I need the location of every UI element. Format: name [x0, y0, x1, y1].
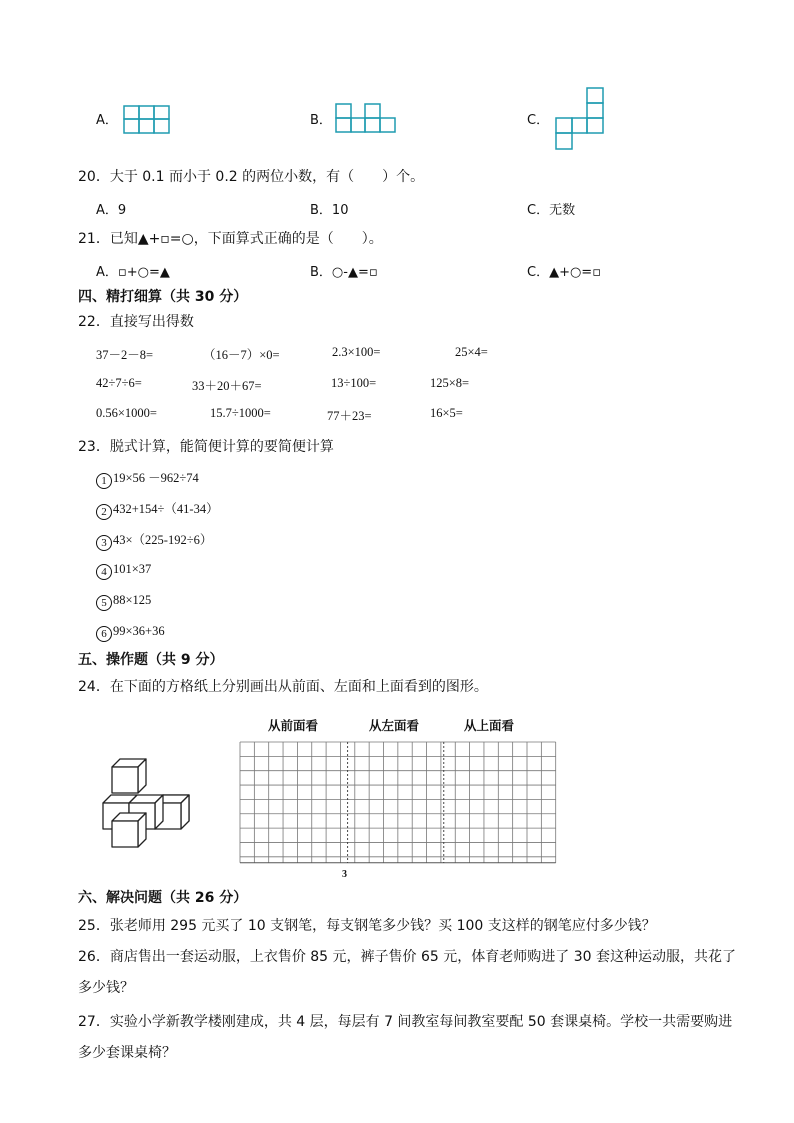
grid-label-top: 从上面看	[464, 718, 515, 733]
section-5-title: 五、操作题（共 9 分）	[78, 652, 224, 668]
q22-stem: 22．直接写出得数	[78, 314, 194, 330]
step-expression: 101×37	[113, 562, 152, 576]
q21-option-b: B．○-▲=▫	[310, 265, 378, 280]
step-number: 6	[96, 626, 112, 642]
calc-item: 16×5=	[430, 406, 463, 420]
calc-item: 125×8=	[430, 376, 470, 390]
step-number: 3	[96, 535, 112, 551]
calc-item: 13÷100=	[331, 376, 377, 390]
q20-stem: 20．大于 0.1 而小于 0.2 的两位小数，有（ ）个。	[78, 169, 425, 185]
calc-item: 25×4=	[455, 345, 488, 359]
q20-option-b: B．10	[310, 203, 349, 218]
step-item	[96, 530, 212, 551]
step-item	[96, 624, 165, 642]
step-number: 1	[96, 473, 112, 489]
step-expression: 99×36+36	[113, 624, 165, 638]
q25-text: 25．张老师用 295 元买了 10 支钢笔，每支钢笔多少钱？买 100 支这样的钢笔应付多少钱？	[78, 918, 656, 934]
q26-line-2: 多少钱？	[78, 980, 134, 996]
q27-line-1: 27．实验小学新教学楼刚建成，共 4 层，每层有 7 间教室每间教室要配 50 套课桌椅。学校一共需要购进	[78, 1014, 733, 1030]
q21-option-c: C．▲+○=▫	[527, 265, 602, 280]
q19-option-a-figure	[123, 105, 171, 135]
step-number: 5	[96, 595, 112, 611]
calc-item: 42÷7÷6=	[96, 376, 142, 390]
section-6-title: 六、解决问题（共 26 分）	[78, 890, 248, 906]
calc-item: 33＋20＋67=	[192, 379, 262, 393]
page-marker: 3	[342, 869, 347, 880]
q19-option-a-label: A．	[96, 113, 118, 128]
q19-option-b-figure	[335, 103, 397, 134]
step-item	[96, 593, 151, 611]
q20-option-a: A．9	[96, 203, 127, 218]
q27-line-2: 多少套课桌椅？	[78, 1045, 176, 1061]
q23-stem: 23．脱式计算，能简便计算的要简便计算	[78, 439, 334, 455]
q19-option-b-label: B．	[310, 113, 332, 128]
calc-item: 15.7÷1000=	[210, 406, 271, 420]
step-item	[96, 468, 199, 489]
q26-line-1: 26．商店售出一套运动服，上衣售价 85 元，裤子售价 65 元，体育老师购进了 30 套这种运动服，共花了	[78, 949, 736, 965]
cube-solid-figure	[100, 752, 192, 856]
q19-option-c-label: C．	[527, 113, 550, 128]
section-4-title: 四、精打细算（共 30 分）	[78, 289, 248, 305]
q20-option-c: C．无数	[527, 203, 576, 218]
grid-paper[interactable]	[238, 740, 560, 870]
calc-item: 37－2－8=	[96, 348, 154, 362]
calc-item: 77＋23=	[327, 409, 372, 423]
step-number: 2	[96, 504, 112, 520]
step-item	[96, 499, 219, 520]
q19-option-c-figure	[555, 87, 605, 151]
step-item	[96, 562, 151, 580]
grid-label-left: 从左面看	[369, 718, 420, 733]
step-expression: 19×56 －962÷74	[113, 471, 199, 485]
step-expression: 88×125	[113, 593, 152, 607]
calc-item: 2.3×100=	[332, 345, 381, 359]
q21-stem: 21．已知▲+▫=○，下面算式正确的是（ ）。	[78, 231, 383, 247]
calc-item: （16－7）×0=	[203, 348, 280, 362]
step-number: 4	[96, 564, 112, 580]
grid-label-front: 从前面看	[268, 718, 319, 733]
step-expression: 43×（225-192÷6）	[113, 533, 213, 547]
step-expression: 432+154÷（41-34）	[113, 502, 219, 516]
calc-item: 0.56×1000=	[96, 406, 157, 420]
q21-option-a: A．▫+○=▲	[96, 265, 170, 280]
q24-stem: 24．在下面的方格纸上分别画出从前面、左面和上面看到的图形。	[78, 679, 488, 695]
